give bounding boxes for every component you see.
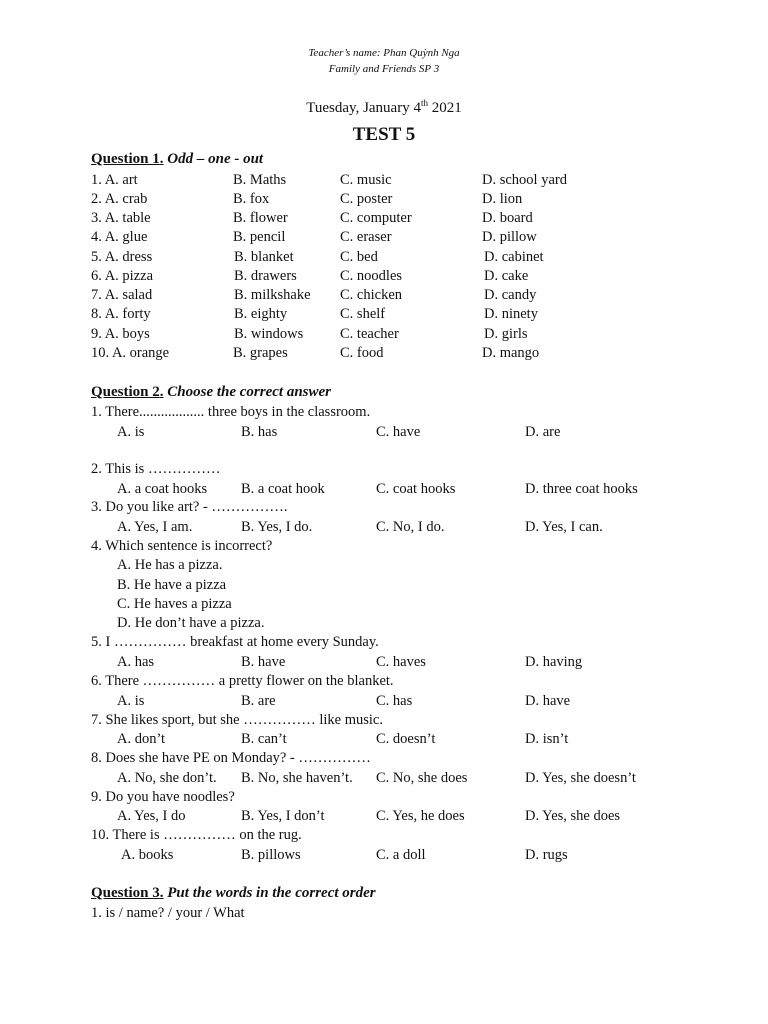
option-c: C. shelf — [340, 306, 386, 322]
question-text: 6. There …………… a pretty flower on the blanket. — [91, 673, 394, 689]
question-1-title: Odd – one - out — [167, 151, 264, 167]
answer-option-a: A. Yes, I am. — [117, 519, 193, 535]
answer-option-a: A. is — [117, 424, 145, 440]
option-c: C. teacher — [340, 326, 399, 342]
odd-one-out-row — [0, 190, 768, 209]
answer-option-b: B. are — [241, 693, 276, 709]
option-a: 10. A. orange — [91, 345, 170, 361]
odd-one-out-row — [0, 267, 768, 286]
answer-option-d: D. having — [525, 654, 583, 670]
answer-option-b: B. can’t — [241, 731, 287, 747]
answer-option-b: B. Yes, I do. — [241, 519, 313, 535]
answer-option-a: A. books — [121, 847, 174, 863]
option-b: B. blanket — [234, 249, 294, 265]
answer-option-d: D. Yes, she doesn’t — [525, 770, 636, 786]
option-c: C. food — [340, 345, 384, 361]
option-d: D. candy — [484, 287, 537, 303]
answer-options-row — [0, 846, 768, 865]
answer-options-row — [0, 807, 768, 826]
option-b: B. Maths — [233, 172, 287, 188]
option-a: 3. A. table — [91, 210, 151, 226]
answer-option-a: A. has — [117, 654, 155, 670]
option-b: B. pencil — [233, 229, 286, 245]
option-a: 5. A. dress — [91, 249, 153, 265]
option-c: C. noodles — [340, 268, 403, 284]
answer-options-row — [0, 518, 768, 537]
question-text: 9. Do you have noodles? — [91, 789, 235, 805]
option-b: B. fox — [233, 191, 270, 207]
odd-one-out-row — [0, 305, 768, 324]
answer-option-a: A. Yes, I do — [117, 808, 186, 824]
option-d: D. lion — [482, 191, 523, 207]
answer-option-c: C. Yes, he does — [376, 808, 465, 824]
answer-options-row — [0, 653, 768, 672]
question-3-title: Put the words in the correct order — [167, 885, 376, 901]
answer-option-d: D. He don’t have a pizza. — [117, 615, 265, 631]
answer-option-c: C. has — [376, 693, 413, 709]
option-b: B. eighty — [234, 306, 288, 322]
answer-option-d: D. rugs — [525, 847, 568, 863]
question-text: 5. I …………… breakfast at home every Sunday. — [91, 634, 379, 650]
question-text: 1. There.................. three boys in the classroom. — [91, 404, 371, 420]
date-year: 2021 — [427, 100, 462, 116]
odd-one-out-row — [0, 325, 768, 344]
answer-option-b: B. has — [241, 424, 278, 440]
option-b: B. grapes — [233, 345, 288, 361]
option-d: D. board — [482, 210, 533, 226]
question-2-title: Choose the correct answer — [167, 384, 332, 400]
answer-options-row — [0, 730, 768, 749]
odd-one-out-row — [0, 344, 768, 363]
option-a: 4. A. glue — [91, 229, 148, 245]
test-date — [0, 100, 768, 117]
answer-option-c: C. coat hooks — [376, 481, 456, 497]
answer-option-d: D. have — [525, 693, 571, 709]
answer-option-d: D. Yes, she does — [525, 808, 621, 824]
answer-option-c: C. haves — [376, 654, 426, 670]
date-superscript: th — [420, 98, 428, 108]
option-c: C. bed — [340, 249, 378, 265]
option-a: 9. A. boys — [91, 326, 150, 342]
option-b: B. windows — [234, 326, 304, 342]
answer-options-row — [0, 423, 768, 442]
option-d: D. pillow — [482, 229, 537, 245]
answer-option-c: C. have — [376, 424, 421, 440]
answer-options-row — [0, 692, 768, 711]
answer-option-c: C. He haves a pizza — [117, 596, 232, 612]
question-text: 8. Does she have PE on Monday? - …………… — [91, 750, 371, 766]
odd-one-out-row — [0, 209, 768, 228]
question-text: 3. Do you like art? - ……………. — [91, 499, 288, 515]
answer-option-a: A. don’t — [117, 731, 166, 747]
option-c: C. music — [340, 172, 392, 188]
answer-option-d: D. isn’t — [525, 731, 569, 747]
question-3-number: Question 3 — [91, 885, 160, 901]
odd-one-out-row — [0, 171, 768, 190]
odd-one-out-row — [0, 248, 768, 267]
question-text: 4. Which sentence is incorrect? — [91, 538, 273, 554]
answer-option-d: D. are — [525, 424, 561, 440]
option-b: B. flower — [233, 210, 288, 226]
option-b: B. milkshake — [234, 287, 311, 303]
option-c: C. chicken — [340, 287, 403, 303]
question-1-number: Question 1 — [91, 151, 160, 167]
question-text: 2. This is …………… — [91, 461, 221, 477]
test-title: TEST 5 — [352, 124, 416, 145]
question-text: 10. There is …………… on the rug. — [91, 827, 302, 843]
answer-options-row — [0, 769, 768, 788]
word-order-item: 1. is / name? / your / What — [91, 905, 245, 921]
answer-option-c: C. No, she does — [376, 770, 468, 786]
answer-option-b: B. pillows — [241, 847, 301, 863]
option-c: C. eraser — [340, 229, 392, 245]
option-c: C. poster — [340, 191, 393, 207]
answer-option-a: A. is — [117, 693, 145, 709]
option-d: D. girls — [484, 326, 528, 342]
question-2-heading: Question 2. Choose the correct answer — [91, 384, 332, 400]
question-1-heading: Question 1. Odd – one - out — [91, 151, 264, 167]
answer-option-c: C. a doll — [376, 847, 426, 863]
option-a: 2. A. crab — [91, 191, 148, 207]
option-b: B. drawers — [234, 268, 297, 284]
answer-option-b: B. No, she haven’t. — [241, 770, 353, 786]
answer-option-b: B. have — [241, 654, 286, 670]
answer-option-a: A. No, she don’t. — [117, 770, 217, 786]
option-d: D. cake — [484, 268, 529, 284]
answer-option-a: A. a coat hooks — [117, 481, 208, 497]
option-a: 7. A. salad — [91, 287, 153, 303]
answer-option-d: D. Yes, I can. — [525, 519, 603, 535]
option-a: 1. A. art — [91, 172, 138, 188]
date-text: Tuesday, January 4 — [306, 100, 421, 116]
answer-option-a: A. He has a pizza. — [117, 557, 223, 573]
answer-option-c: C. doesn’t — [376, 731, 436, 747]
question-text: 7. She likes sport, but she …………… like music. — [91, 712, 383, 728]
question-2-number: Question 2 — [91, 384, 160, 400]
answer-option-d: D. three coat hooks — [525, 481, 638, 497]
odd-one-out-row — [0, 228, 768, 247]
option-c: C. computer — [340, 210, 412, 226]
question-3-heading: Question 3. Put the words in the correct order — [91, 885, 376, 901]
answer-option-b: B. a coat hook — [241, 481, 325, 497]
option-d: D. mango — [482, 345, 540, 361]
answer-option-b: B. Yes, I don’t — [241, 808, 325, 824]
odd-one-out-row — [0, 286, 768, 305]
answer-options-row — [0, 480, 768, 499]
option-d: D. school yard — [482, 172, 567, 188]
course-name: Family and Friends SP 3 — [328, 63, 440, 75]
option-d: D. ninety — [484, 306, 538, 322]
answer-option-c: C. No, I do. — [376, 519, 445, 535]
option-d: D. cabinet — [484, 249, 544, 265]
option-a: 8. A. forty — [91, 306, 151, 322]
option-a: 6. A. pizza — [91, 268, 154, 284]
answer-option-b: B. He have a pizza — [117, 577, 227, 593]
teacher-name: Teacher’s name: Phan Quỳnh Nga — [308, 47, 460, 59]
